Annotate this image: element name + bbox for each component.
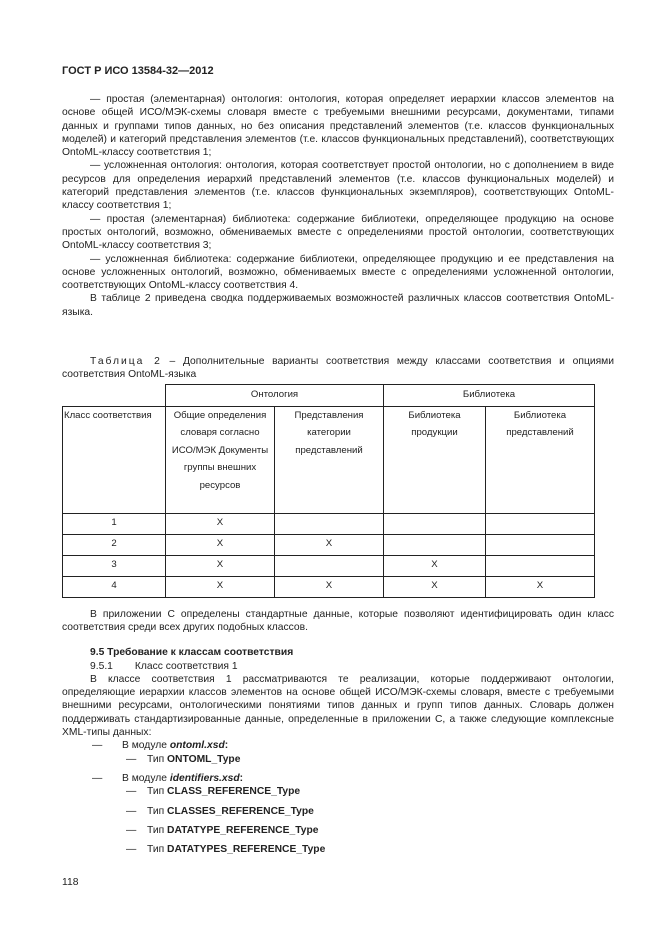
type-name: DATATYPE_REFERENCE_Type [167,824,319,836]
section-9-5 [62,646,614,739]
cell: 1 [63,513,166,534]
group-header-library: Библиотека [384,384,595,406]
cell [275,513,384,534]
col-header: Представления категории представлений [275,406,384,513]
table-row [63,513,595,534]
type-name: CLASS_REFERENCE_Type [167,786,301,798]
cell: X [275,576,384,597]
paragraph: — простая (элементарная) онтология: онтология, которая определяет иерархии классов элементов на основе общей ИСО/МЭК-схемы словаря вместе с требуемыми внешними ресурсами, документами, типами данных и группами типов данных, но без описания представлений элементов (т.е. классов функциональных моделей) и категорий представления элементов (т.е. классов функциональных представлений), соответствующих OntoML-классу соответствия 1; [62,94,614,159]
col-header: Библиотека представлений [486,406,595,513]
subsection-title: Класс соответствия 1 [134,660,238,672]
paragraph: В приложении С определены стандартные данные, которые позволяют идентифицировать один класс соответствия среди всех других подобных классов. [62,608,614,633]
group-header-ontology: Онтология [166,384,384,406]
table-row [63,576,595,597]
list-item: — Тип DATATYPE_REFERENCE_Type [126,824,319,836]
cell: 2 [63,534,166,555]
cell: 3 [63,555,166,576]
type-name: CLASSES_REFERENCE_Type [167,805,314,817]
cell: 4 [63,576,166,597]
cell: X [275,534,384,555]
cell: X [166,534,275,555]
cell [486,534,595,555]
section-title: 9.5 Требование к классам соответствия [90,647,294,659]
module-name: identifiers.xsd [169,772,240,784]
list-item: — Тип CLASS_REFERENCE_Type [126,786,301,798]
table-caption-label: Таблица 2 [90,356,162,368]
paragraph: В таблице 2 приведена сводка поддерживаемых возможностей различных классов соответствия OntoML-языка. [62,293,614,318]
cell: X [166,555,275,576]
table-row [63,555,595,576]
conformance-table [62,384,595,598]
col-header: Класс соответствия [63,406,166,513]
cell [275,555,384,576]
module-name: ontoml.xsd [169,740,225,752]
cell: X [384,555,486,576]
intro-text [62,93,614,319]
type-name: ONTOML_Type [167,753,241,765]
list-item: — Тип CLASSES_REFERENCE_Type [126,805,314,817]
col-header: Общие определения словаря согласно ИСО/МЭК Документы группы внешних ресурсов [166,406,275,513]
table-caption-text: – Дополнительные варианты соответствия между классами соответствия и опциями соответствия OntoML-языка [62,356,614,381]
cell: X [166,513,275,534]
table-row [63,534,595,555]
cell [384,534,486,555]
cell: X [384,576,486,597]
document-page [62,0,614,930]
paragraph: В классе соответствия 1 рассматриваются те реализации, которые поддерживают онтологии, определяющие иерархии классов элементов на основе общей ИСО/МЭК-схемы словаря, вместе с требуемыми внешними ресурсами, онтологическими понятиями типов данных и групп типов данных. Словарь должен поддерживать стандартизированные данные, определенные в приложении С, а также следующие комплексные XML-типы данных: [62,673,614,739]
module-list [92,739,614,856]
cell [486,555,595,576]
cell: X [486,576,595,597]
col-header: Библиотека продукции [384,406,486,513]
page-number: 118 [62,877,79,889]
list-item: — В модуле identifiers.xsd: [92,772,244,784]
list-item: — Тип ONTOML_Type [126,753,241,765]
type-name: DATATYPES_REFERENCE_Type [167,844,326,856]
document-header: ГОСТ Р ИСО 13584-32—2012 [62,65,214,77]
subsection-number: 9.5.1 [90,660,113,672]
paragraph: — усложненная онтология: онтология, которая соответствует простой онтологии, но с дополнением в виде ресурсов для определения иерархий представлений элементов (т.е. классов функциональных моделей) и категорий представления элементов (т.е. классов функциональных экземпляров), соответствующих OntoML-классу соответствия 1; [62,160,614,212]
paragraph: — простая (элементарная) библиотека: содержание библиотеки, определяющее продукцию на основе простых онтологий, возможно, обмениваемых вместе с определениями простой онтологии, соответствующих OntoML-классу соответствия 3; [62,213,614,252]
cell [486,513,595,534]
list-item: — В модуле ontoml.xsd: [92,740,229,752]
table-caption [62,355,614,382]
cell: X [166,576,275,597]
list-item: — Тип DATATYPES_REFERENCE_Type [126,844,326,856]
after-table-text [62,608,614,635]
paragraph: — усложненная библиотека: содержание библиотеки, определяющее продукцию и ее представления на основе усложненных онтологий, возможно, обмениваемых вместе с определениями усложненной онтологии, соответствующих OntoML-классу соответствия 4. [62,253,614,292]
subsection-heading [62,660,614,673]
cell [384,513,486,534]
